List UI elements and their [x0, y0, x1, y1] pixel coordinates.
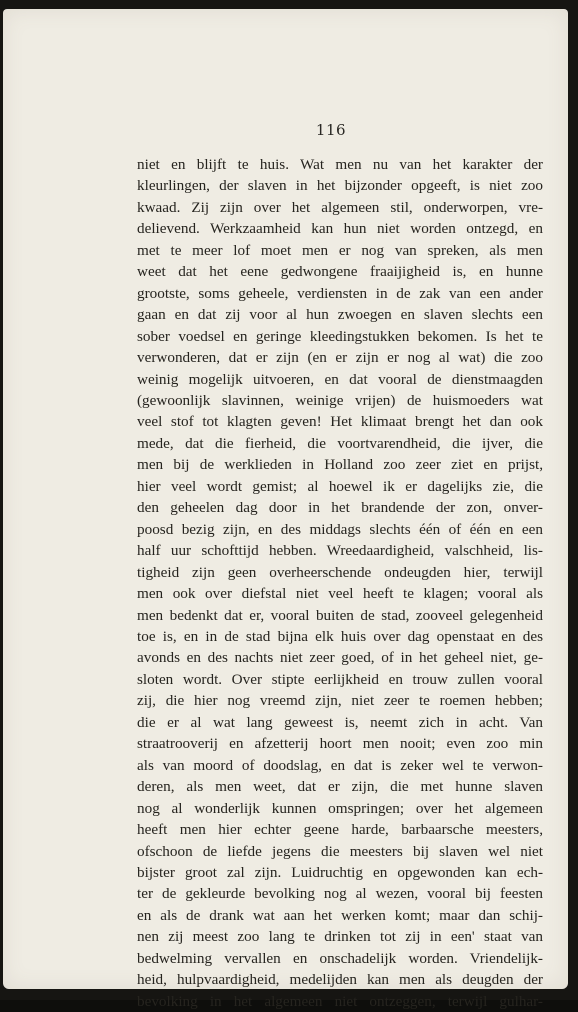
text-line: mede, dat die fierheid, die voortvarendheid, die ijver, die — [137, 434, 543, 452]
text-line: sober voedsel en geringe kleedingstukken bekomen. Is het te — [137, 327, 543, 345]
text-line: straatrooverij en afzetterij hoort men nooit; even zoo min — [137, 735, 543, 753]
text-line: delievend. Werkzaamheid kan hun niet worden ontzegd, en — [137, 220, 543, 238]
text-line: zij, die hier nog vreemd zijn, niet zeer te roemen hebben; — [137, 692, 543, 710]
text-line: grootste, soms geheele, verdiensten in de zak van een ander — [137, 284, 543, 302]
text-line: deren, als men weet, dat er zijn, die met hunne slaven — [137, 778, 543, 796]
text-line: men bedenkt dat er, vooral buiten de stad, zooveel gelegenheid — [137, 606, 543, 624]
text-line: tigheid zijn geen overheerschende ondeugden hier, terwijl — [137, 563, 543, 581]
text-line: weinig mogelijk uitvoeren, en dat vooral de dienstmaagden — [137, 370, 543, 388]
text-line: bevolking in het algemeen niet ontzeggen, terwijl gulhar- — [137, 992, 543, 1010]
text-line: kleurlingen, der slaven in het bijzonder opgeeft, is niet zoo — [137, 177, 543, 195]
text-line: heeft men hier echter geene harde, barbaarsche meesters, — [137, 821, 543, 839]
text-line: ofschoon de liefde jegens die meesters bij slaven wel niet — [137, 842, 543, 860]
text-line: ter de gekleurde bevolking nog al wezen, vooral bij feesten — [137, 885, 543, 903]
text-line: verwonderen, dat er zijn (en er zijn er nog al wat) die zoo — [137, 349, 543, 367]
text-line: nog al wonderlijk kunnen omspringen; over het algemeen — [137, 799, 543, 817]
page-number: 116 — [315, 121, 347, 139]
text-line: met te meer lof moet men er nog van spreken, als men — [137, 241, 543, 259]
text-line: gaan en dat zij voor al hun zwoegen en slaven slechts een — [137, 306, 543, 324]
text-line: toe is, en in de stad bijna elk huis over dag openstaat en des — [137, 627, 543, 645]
text-line: hier veel wordt gemist; al hoewel ik er dagelijks zie, die — [137, 477, 543, 495]
text-line: half uur schofttijd hebben. Wreedaardigheid, valschheid, lis- — [137, 542, 543, 560]
text-line: heid, hulpvaardigheid, medelijden kan men als deugden der — [137, 971, 543, 989]
text-line: die er al wat lang geweest is, neemt zich in acht. Van — [137, 713, 543, 731]
text-line: niet en blijft te huis. Wat men nu van het karakter der — [137, 156, 543, 173]
text-line: den geheelen dag door in het brandende der zon, onver- — [137, 499, 543, 517]
text-line: (gewoonlijk slavinnen, weinige vrijen) de huismoeders wat — [137, 391, 543, 409]
text-line: als van moord of doodslag, en dat is zeker wel te verwon- — [137, 756, 543, 774]
text-line: weet dat het eene gedwongene fraaijigheid is, en hunne — [137, 263, 543, 281]
text-line: sloten wordt. Over stipte eerlijkheid en trouw zullen vooral — [137, 670, 543, 688]
text-line: poosd bezig zijn, en des middags slechts één of één en een — [137, 520, 543, 538]
text-line: men bij de werklieden in Holland zoo zeer ziet en prijst, — [137, 456, 543, 474]
text-line: men ook over diefstal niet veel heeft te klagen; vooral als — [137, 585, 543, 603]
text-line: en als de drank wat aan het werken komt; maar dan schij- — [137, 906, 543, 924]
book-page — [3, 9, 568, 1010]
text-line: kwaad. Zij zijn over het algemeen stil, onderworpen, vre- — [137, 198, 543, 216]
text-line: veel stof tot klagten geven! Het klimaat brengt het dan ook — [137, 413, 543, 431]
text-line: nen zij meest zoo lang te drinken tot zij in een' staat van — [137, 928, 543, 946]
text-line: bijster groot zal zijn. Luidruchtig en opgewonden kan ech- — [137, 863, 543, 881]
body-text — [137, 154, 543, 1012]
text-line: bedwelming vervallen en onschadelijk worden. Vriendelijk- — [137, 949, 543, 967]
text-line: avonds en des nachts niet zeer goed, of in het geheel niet, ge- — [137, 649, 543, 667]
